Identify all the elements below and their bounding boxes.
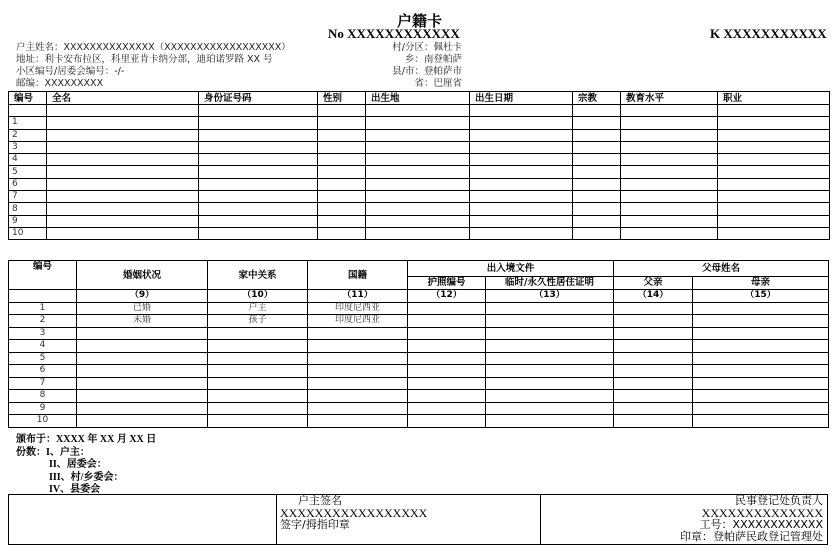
col-father: 父亲	[614, 276, 693, 289]
table-row	[9, 105, 830, 117]
officer-name: XXXXXXXXXXXXXX	[701, 506, 823, 520]
township: 乡：南登帕萨	[404, 54, 462, 65]
address: 地址：利卡安布拉区，科里亚肯卡纳分部，迪珀诺罗路 XX 号	[16, 54, 273, 65]
table-row: 10	[9, 227, 830, 239]
community-code: 小区编号/居委会编号：-/-	[16, 66, 125, 77]
document-title: 户籍卡	[397, 12, 443, 30]
head-of-household: 户主姓名：XXXXXXXXXXXXXX（XXXXXXXXXXXXXXXXXX）	[16, 42, 291, 53]
col-education: 教育水平	[621, 92, 718, 105]
index-row: （9） （10） （11） （12） （13） （14） （15）	[9, 290, 829, 303]
issue-info	[16, 434, 156, 497]
province: 省：巴厘省	[414, 78, 462, 89]
copies-2: II、居委会：	[49, 459, 107, 470]
table-row: 8	[9, 203, 830, 215]
col-relationship: 家中关系	[208, 261, 308, 290]
head-name: XXXXXXXXXXXXXXXXX	[280, 506, 428, 520]
col-no: 编号	[9, 261, 77, 290]
copies-1: 份数：I、户主：	[16, 446, 90, 458]
col-residence-permit: 临时/永久性居住证明	[486, 276, 614, 289]
officer-label: 民事登记处负责人	[735, 494, 823, 507]
table-row: 7	[9, 191, 830, 203]
issue-date: 颁布于：XXXX 年 XX 月 XX 日	[16, 434, 157, 445]
copies-3: III、村/乡委会：	[49, 471, 124, 483]
header-left	[16, 42, 291, 90]
table-row: 9	[9, 215, 830, 227]
county: 县/市：登帕萨市	[392, 66, 462, 77]
head-signature-label: 户主签名	[298, 494, 342, 507]
table-row: 8	[9, 390, 829, 403]
col-occupation: 职业	[718, 92, 830, 105]
table-row: 6	[9, 365, 829, 378]
col-nationality: 国籍	[308, 261, 408, 290]
col-religion: 宗教	[573, 92, 621, 105]
members-table-2	[8, 260, 829, 428]
table-row: 2	[9, 129, 830, 141]
head-sign-note: 签字/拇指印章	[280, 518, 350, 531]
table-row: 4	[9, 154, 830, 166]
k-number: K XXXXXXXXXXX	[710, 26, 827, 41]
col-id-number: 身份证号码	[199, 92, 318, 105]
table-row: 6	[9, 178, 830, 190]
col-no: 编号	[9, 92, 47, 105]
table-row: 3	[9, 327, 829, 340]
col-birthdate: 出生日期	[470, 92, 573, 105]
officer-seal: 印章：登帕萨民政登记管理处	[680, 530, 823, 543]
header-mid	[370, 42, 462, 90]
col-gender: 性别	[318, 92, 366, 105]
col-parents-names: 父母姓名	[614, 261, 829, 277]
table-row: 4	[9, 340, 829, 353]
col-mother: 母亲	[693, 276, 829, 289]
col-full-name: 全名	[47, 92, 199, 105]
members-table-1	[8, 91, 830, 240]
postal-code: 邮编：XXXXXXXXX	[16, 78, 104, 89]
col-passport-no: 护照编号	[408, 276, 486, 289]
blank-cell	[9, 495, 277, 544]
copies-4: IV、县委会	[49, 484, 101, 495]
document-number: No XXXXXXXXXXXX	[328, 26, 460, 41]
officer-signature	[541, 495, 827, 544]
col-marital-status: 婚姻状况	[77, 261, 208, 290]
table-row: 9	[9, 402, 829, 415]
table-row: 10	[9, 415, 829, 428]
col-birthplace: 出生地	[366, 92, 470, 105]
table-row: 3	[9, 141, 830, 153]
table-row: 1 已婚 户主 印度尼西亚	[9, 302, 829, 315]
table-row: 7	[9, 377, 829, 390]
head-signature	[276, 495, 541, 544]
table1-header	[9, 92, 830, 105]
table-row: 5	[9, 352, 829, 365]
table-row: 1	[9, 117, 830, 129]
table-row: 2 未婚 孩子 印度尼西亚	[9, 315, 829, 328]
col-immigration-docs: 出入境文件	[408, 261, 614, 277]
table-row: 5	[9, 166, 830, 178]
signature-box	[8, 494, 828, 545]
village: 村/分区：佩杜卡	[392, 42, 462, 53]
officer-id: 工号：XXXXXXXXXXXX	[699, 518, 823, 531]
